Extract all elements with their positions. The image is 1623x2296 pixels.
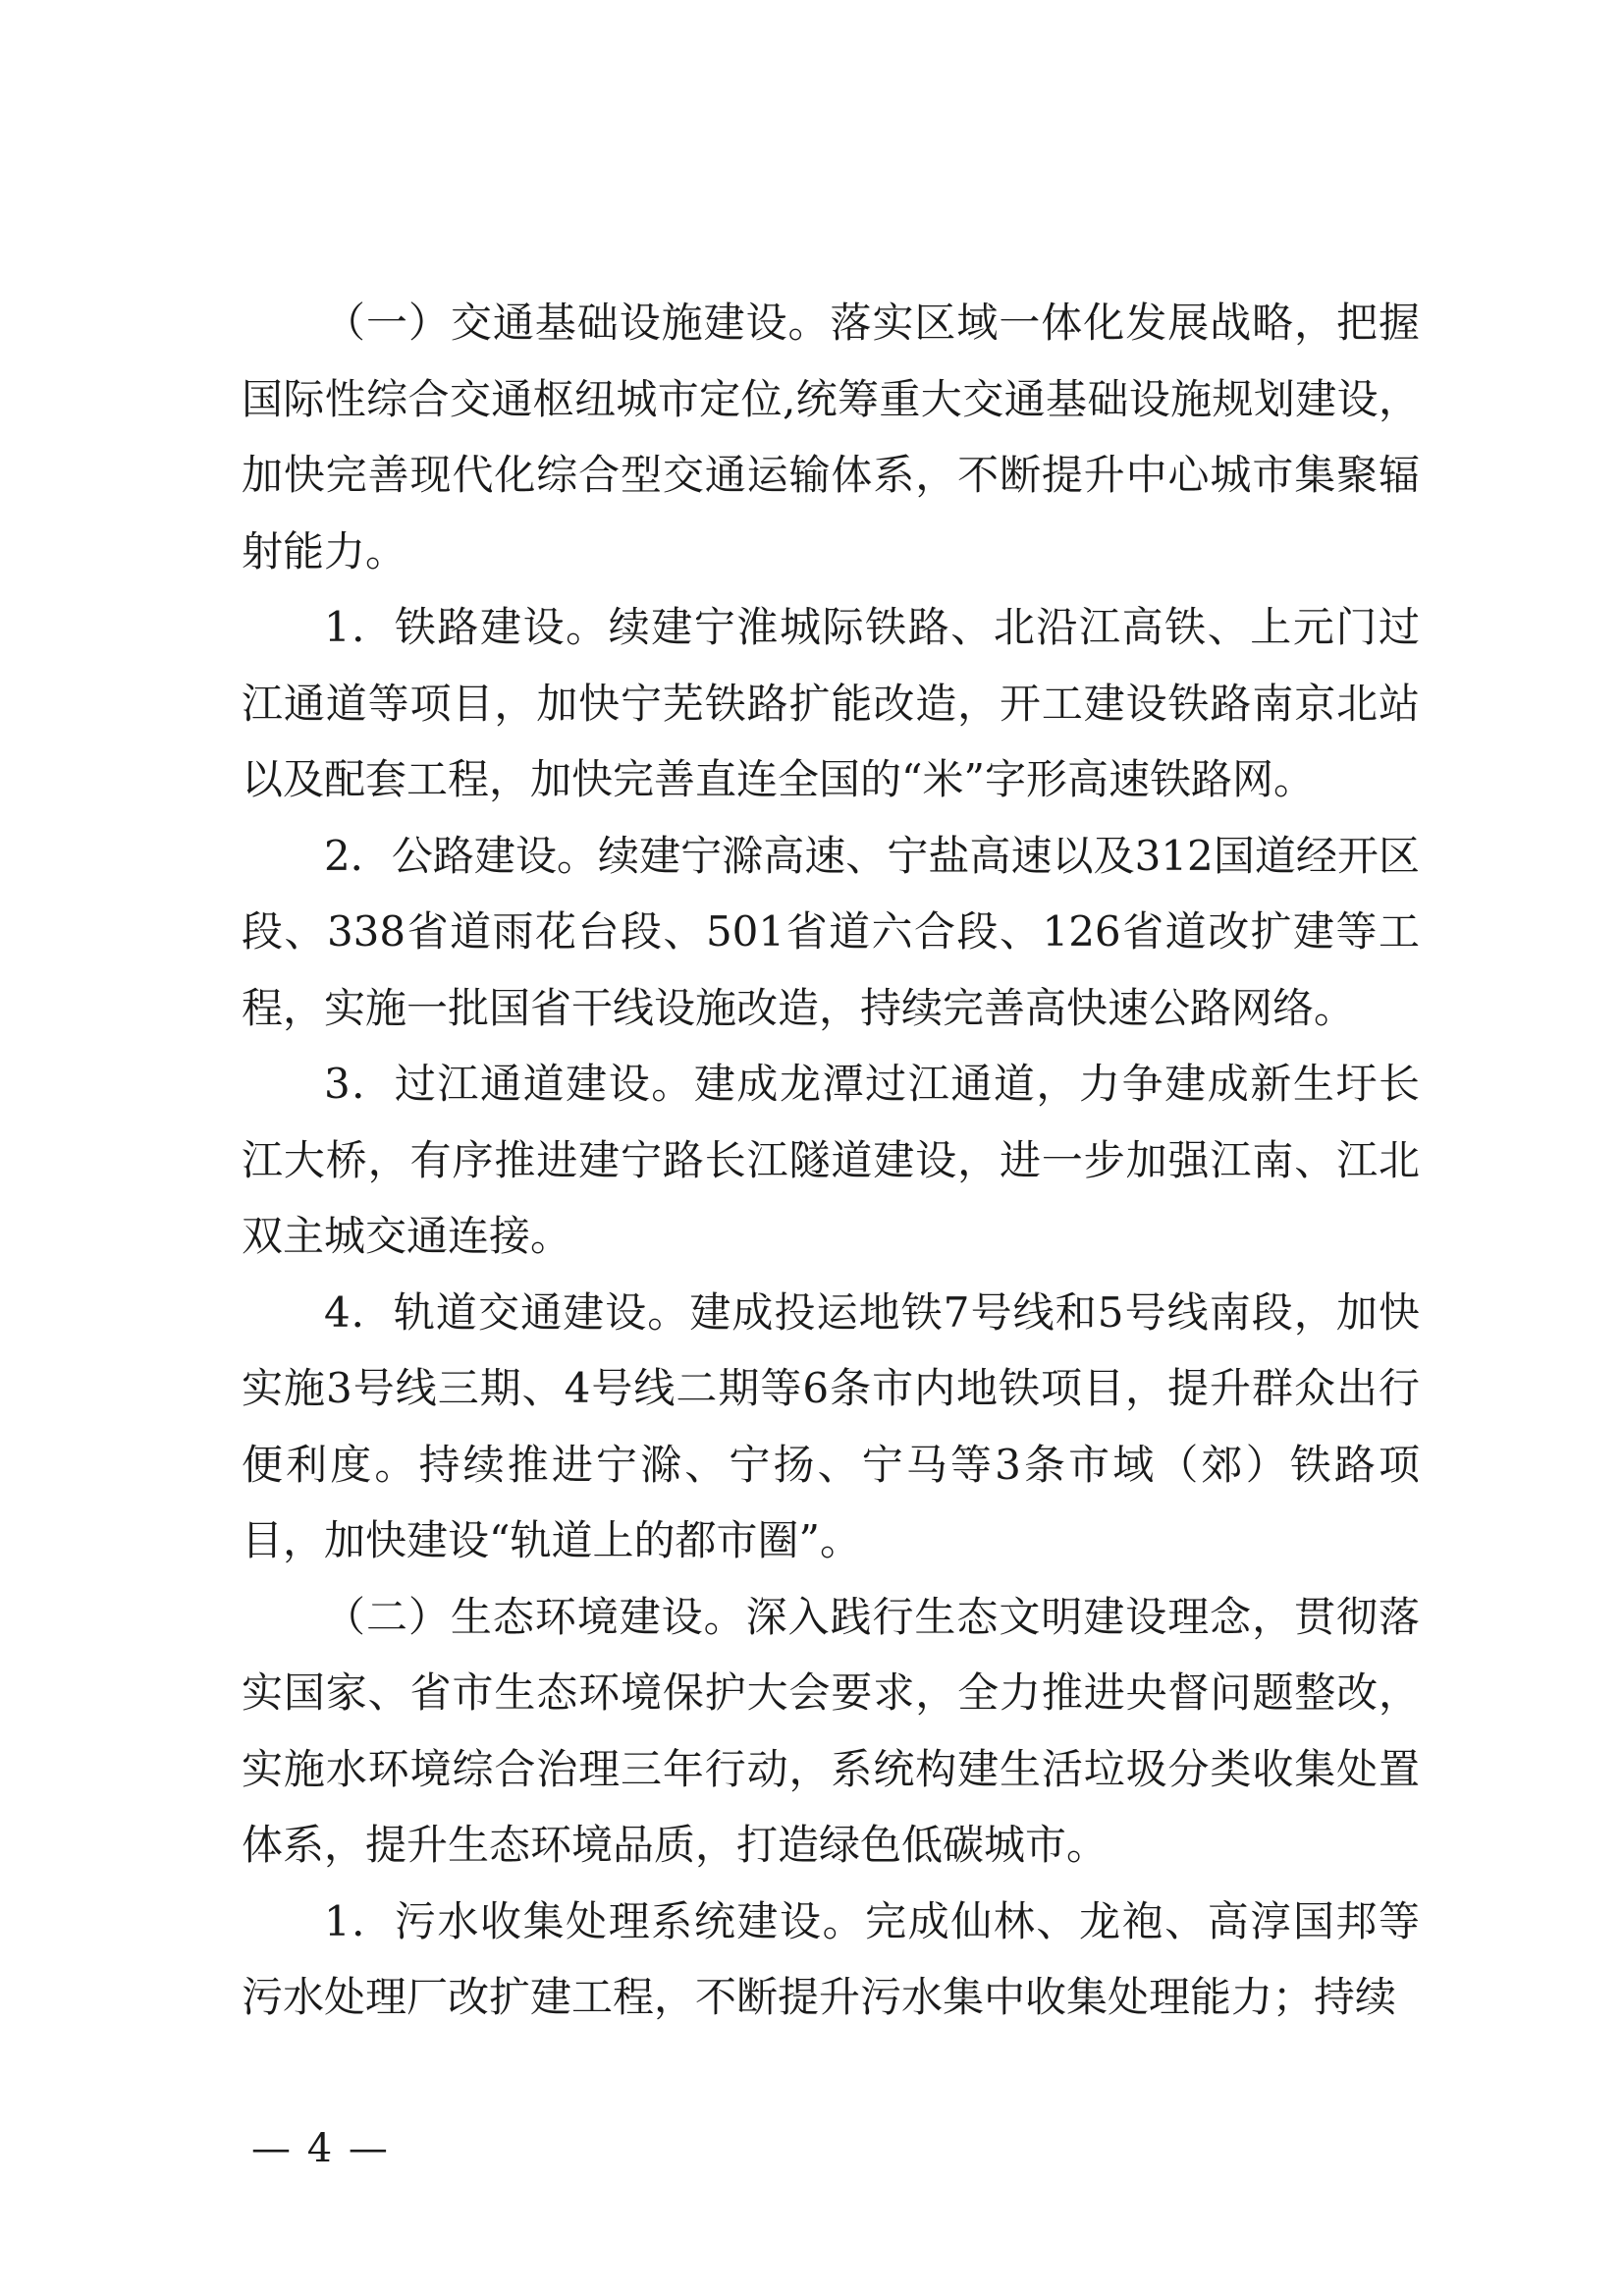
document-body	[242, 285, 1420, 2036]
paragraph-highway: 2．公路建设。续建宁滁高速、宁盐高速以及312国道经开区段、338省道雨花台段、501省道六合段、126省道改扩建等工程，实施一批国省干线设施改造，持续完善高快速公路网络。	[242, 831, 1420, 1032]
paragraph-rail-transit: 4．轨道交通建设。建成投运地铁7号线和5号线南段，加快实施3号线三期、4号线二期等6条市内地铁项目，提升群众出行便利度。持续推进宁滁、宁扬、宁马等3条市域（郊）铁路项目，加快建设“轨道上的都市圈”。	[242, 1287, 1420, 1564]
paragraph-river-crossing: 3．过江通道建设。建成龙潭过江通道，力争建成新生圩长江大桥，有序推进建宁路长江隧道建设，进一步加强江南、江北双主城交通连接。	[242, 1060, 1420, 1260]
paragraph-railway: 1．铁路建设。续建宁淮城际铁路、北沿江高铁、上元门过江通道等项目，加快宁芜铁路扩能改造，开工建设铁路南京北站以及配套工程，加快完善直连全国的“米”字形高速铁路网。	[242, 603, 1420, 803]
paragraph-transport-infrastructure: （一）交通基础设施建设。落实区域一体化发展战略，把握国际性综合交通枢纽城市定位,统筹重大交通基础设施规划建设，加快完善现代化综合型交通运输体系，不断提升中心城市集聚辐射能力。	[242, 299, 1420, 575]
paragraph-ecology: （二）生态环境建设。深入践行生态文明建设理念，贯彻落实国家、省市生态环境保护大会要求，全力推进央督问题整改，实施水环境综合治理三年行动，系统构建生活垃圾分类收集处置体系，提升生态环境品质，打造绿色低碳城市。	[242, 1592, 1420, 1869]
paragraph-sewage: 1．污水收集处理系统建设。完成仙林、龙袍、高淳国邦等污水处理厂改扩建工程，不断提升污水集中收集处理能力；持续	[242, 1896, 1420, 2021]
page-number: — 4 —	[251, 2126, 390, 2171]
